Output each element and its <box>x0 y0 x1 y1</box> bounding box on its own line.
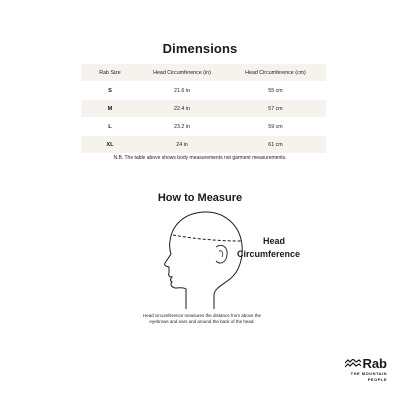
how-to-measure-title: How to Measure <box>157 192 243 204</box>
brand-tagline-line2: PEOPLE <box>367 377 387 382</box>
size-cell: M <box>81 100 139 118</box>
table-row <box>81 118 326 136</box>
measurement-note: N.B. The table above shows body measurements not garment measurements. <box>113 155 287 161</box>
column-header-inches: Head Circumference (in) <box>139 64 225 82</box>
inches-cell: 23.2 in <box>139 118 225 136</box>
inches-cell: 24 in <box>139 136 225 154</box>
dimensions-title: Dimensions <box>162 41 238 56</box>
cm-cell: 55 cm <box>225 82 326 100</box>
table-row <box>81 82 326 100</box>
size-cell: XL <box>81 136 139 154</box>
circumference-dashed-line <box>173 235 241 241</box>
column-header-cm: Head Circumference (cm) <box>225 64 326 82</box>
head-outline <box>165 212 243 309</box>
size-cell: S <box>81 82 139 100</box>
table-header-row <box>81 64 326 82</box>
measure-caption: Head circumference measures the distance from above the eyebrows and ears and around the back of the head. <box>142 313 262 324</box>
head-label: Head <box>263 236 286 246</box>
size-table <box>81 64 326 154</box>
table-row <box>81 100 326 118</box>
circumference-label: Circumference <box>237 249 301 259</box>
ear-outline <box>216 245 227 263</box>
head-profile-illustration <box>150 205 260 315</box>
rab-logo <box>333 357 387 382</box>
brand-name: Rab <box>362 356 387 371</box>
size-cell: L <box>81 118 139 136</box>
cm-cell: 57 cm <box>225 100 326 118</box>
ear-inner <box>219 251 223 257</box>
brand-tagline-line1: THE MOUNTAIN <box>350 371 387 376</box>
inches-cell: 22.4 in <box>139 100 225 118</box>
column-header-size: Rab Size <box>81 64 139 82</box>
inches-cell: 21.6 in <box>139 82 225 100</box>
table-row <box>81 136 326 154</box>
mountain-peaks-icon <box>345 359 361 368</box>
cm-cell: 59 cm <box>225 118 326 136</box>
cm-cell: 61 cm <box>225 136 326 154</box>
